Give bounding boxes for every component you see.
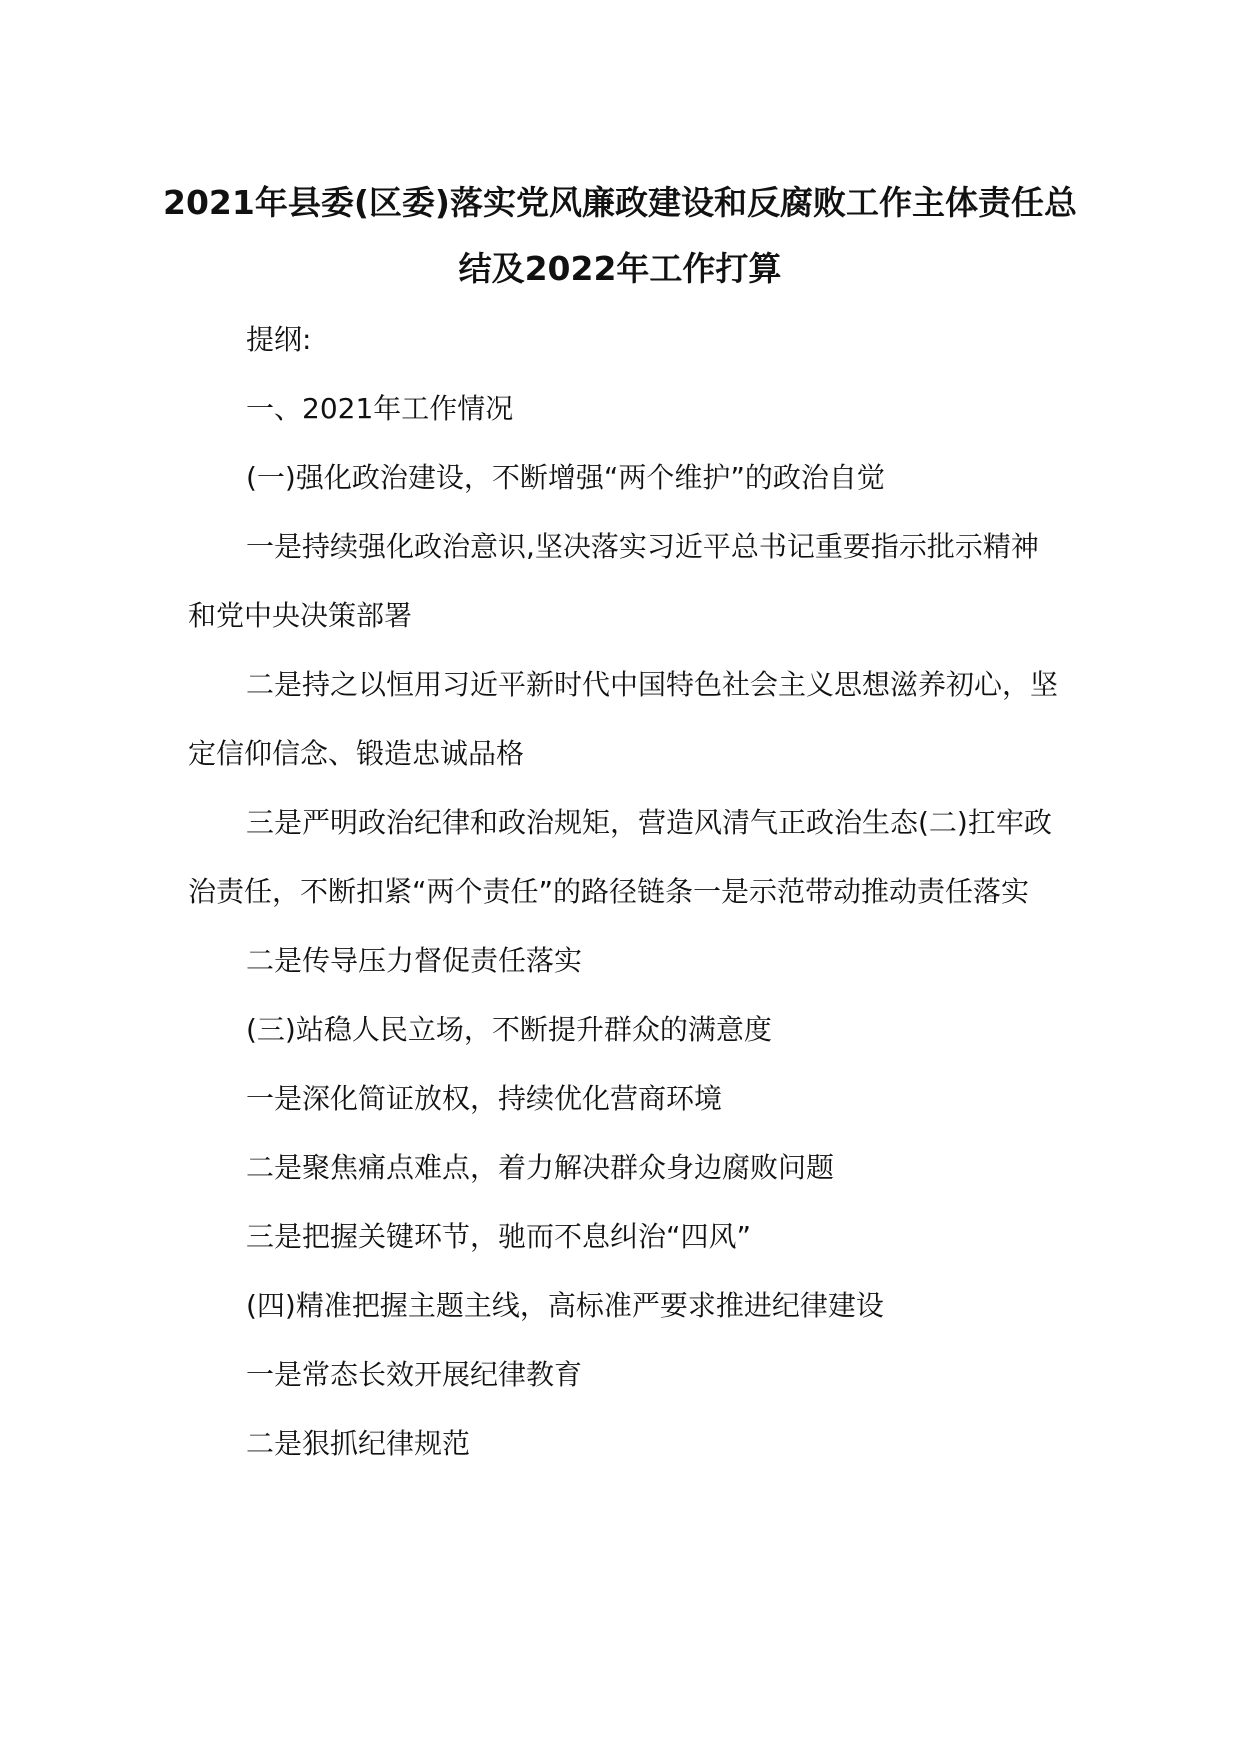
paragraph-section-heading: 一、2021年工作情况 [246,392,514,425]
paragraph-outline-label: 提纲: [246,323,312,356]
paragraph-item: 三是严明政治纪律和政治规矩，营造风清气正政治生态(二)扛牢政治责任，不断扣紧“两个责任”的路径链条一是示范带动推动责任落实 [188,806,1052,908]
paragraph-item: 一是常态长效开展纪律教育 [246,1358,583,1391]
paragraph-subsection-heading: (一)强化政治建设，不断增强“两个维护”的政治自觉 [246,461,885,494]
paragraph-item: 一是深化简证放权，持续优化营商环境 [246,1082,723,1115]
paragraph-subsection-heading: (四)精准把握主题主线，高标准严要求推进纪律建设 [246,1289,884,1322]
paragraph-item: 二是持之以恒用习近平新时代中国特色社会主义思想滋养初心，坚定信仰信念、锻造忠诚品格 [188,668,1059,770]
paragraph-item: 二是狠抓纪律规范 [246,1427,471,1460]
document-body [188,305,1058,1478]
paragraph-subsection-heading: (三)站稳人民立场，不断提升群众的满意度 [246,1013,772,1046]
paragraph-item: 二是传导压力督促责任落实 [246,944,583,977]
document-title: 2021年县委(区委)落实党风廉政建设和反腐败工作主体责任总结及2022年工作打算 [162,183,1077,288]
paragraph-item: 一是持续强化政治意识,坚决落实习近平总书记重要指示批示精神和党中央决策部署 [188,530,1039,632]
paragraph-item: 二是聚焦痛点难点，着力解决群众身边腐败问题 [246,1151,835,1184]
paragraph-item: 三是把握关键环节，驰而不息纠治“四风” [246,1220,752,1253]
